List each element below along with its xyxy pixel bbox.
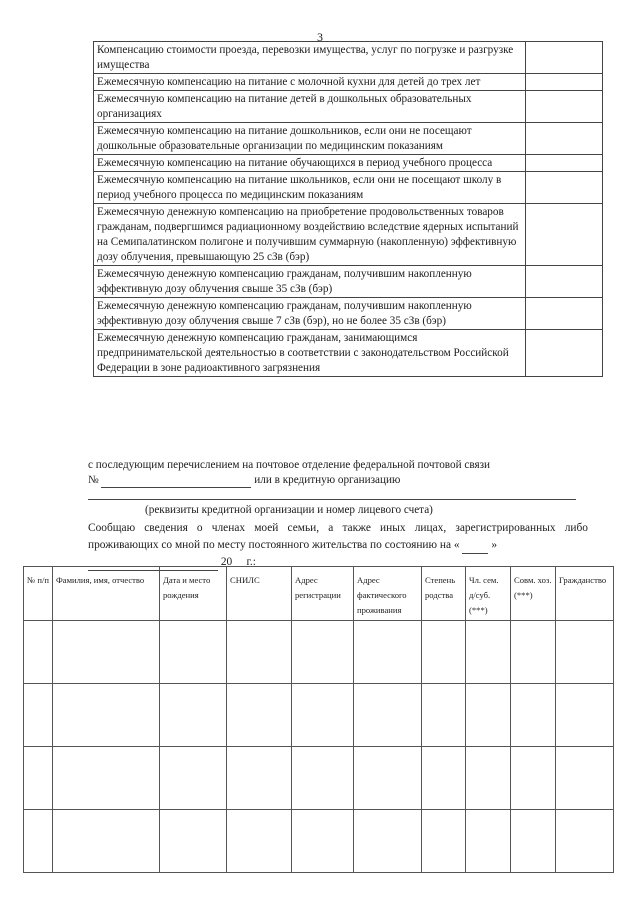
benefit-checkbox-cell[interactable]	[526, 42, 603, 74]
table-row	[24, 747, 614, 810]
benefit-row	[94, 91, 603, 123]
benefit-checkbox-cell[interactable]	[526, 330, 603, 377]
table-cell[interactable]	[511, 621, 556, 684]
col-header-relationship: Степень родства	[422, 567, 466, 621]
table-cell[interactable]	[53, 621, 160, 684]
table-cell[interactable]	[292, 684, 354, 747]
table-cell[interactable]	[24, 810, 53, 873]
family-intro-text: Сообщаю сведения о членах моей семьи, а также иных лицах, зарегистрированных либо проживающих со мной по месту постоянного жительства по состоянию на	[88, 522, 588, 551]
table-cell[interactable]	[354, 810, 422, 873]
table-cell[interactable]	[292, 621, 354, 684]
table-cell[interactable]	[422, 621, 466, 684]
col-header-joint-household: Совм. хоз. (***)	[511, 567, 556, 621]
table-cell[interactable]	[556, 621, 614, 684]
day-field[interactable]	[462, 541, 488, 554]
table-cell[interactable]	[556, 747, 614, 810]
benefit-row	[94, 172, 603, 204]
table-cell[interactable]	[227, 621, 292, 684]
table-cell[interactable]	[160, 747, 227, 810]
benefit-text: Ежемесячную денежную компенсацию гражданам, занимающимся предпринимательской деятельностью в соответствии с законодательством Российской Федерации в зоне радиоактивного загрязнения	[94, 330, 526, 377]
postal-line-1: с последующим перечислением на почтовое отделение федеральной почтовой связи	[88, 459, 491, 471]
table-cell[interactable]	[160, 684, 227, 747]
benefit-checkbox-cell[interactable]	[526, 91, 603, 123]
benefit-text: Ежемесячную денежную компенсацию гражданам, получившим накопленную эффективную дозу облучения свыше 35 сЗв (бэр)	[94, 266, 526, 298]
table-row	[24, 621, 614, 684]
table-cell[interactable]	[422, 747, 466, 810]
table-cell[interactable]	[354, 747, 422, 810]
date-quote-close: »	[491, 539, 498, 551]
postal-line-2	[88, 473, 608, 488]
table-cell[interactable]	[160, 810, 227, 873]
benefit-row	[94, 74, 603, 91]
benefit-row	[94, 330, 603, 377]
benefit-text: Ежемесячную компенсацию на питание дошкольников, если они не посещают дошкольные образовательные организации по медицинским показаниям	[94, 123, 526, 155]
table-cell[interactable]	[466, 747, 511, 810]
table-cell[interactable]	[53, 684, 160, 747]
table-cell[interactable]	[466, 810, 511, 873]
table-cell[interactable]	[53, 747, 160, 810]
table-cell[interactable]	[511, 810, 556, 873]
table-cell[interactable]	[556, 810, 614, 873]
table-cell[interactable]	[354, 621, 422, 684]
benefit-text: Ежемесячную компенсацию на питание школьников, если они не посещают школу в период учебного процесса по медицинским показаниям	[94, 172, 526, 204]
table-cell[interactable]	[354, 684, 422, 747]
table-cell[interactable]	[511, 747, 556, 810]
credit-org-label: или в кредитную организацию	[254, 474, 401, 486]
table-cell[interactable]	[24, 621, 53, 684]
table-cell[interactable]	[556, 684, 614, 747]
benefit-text: Ежемесячную компенсацию на питание детей в дошкольных образовательных организациях	[94, 91, 526, 123]
table-cell[interactable]	[24, 684, 53, 747]
table-row	[24, 810, 614, 873]
table-cell[interactable]	[24, 747, 53, 810]
table-cell[interactable]	[227, 684, 292, 747]
postal-transfer-block	[88, 458, 608, 488]
benefit-checkbox-cell[interactable]	[526, 204, 603, 266]
col-header-snils: СНИЛС	[227, 567, 292, 621]
table-cell[interactable]	[292, 810, 354, 873]
table-cell[interactable]	[511, 684, 556, 747]
benefit-row	[94, 155, 603, 172]
col-header-family-member: Чл. сем. д/суб. (***)	[466, 567, 511, 621]
year-label: 20__ г.:	[220, 556, 256, 568]
family-table-header-row	[24, 567, 614, 621]
benefit-text: Компенсацию стоимости проезда, перевозки имущества, услуг по погрузке и разгрузке имущества	[94, 42, 526, 74]
col-header-full-name: Фамилия, имя, отчество	[53, 567, 160, 621]
benefit-checkbox-cell[interactable]	[526, 74, 603, 91]
benefit-checkbox-cell[interactable]	[526, 298, 603, 330]
table-row	[24, 684, 614, 747]
col-header-number: № п/п	[24, 567, 53, 621]
benefit-text: Ежемесячную денежную компенсацию на приобретение продовольственных товаров гражданам, подвергшимся радиационному воздействию вследствие ядерных испытаний на Семипалатинском полигоне и получившим суммарную (накопленную) эффективную дозу облучения, превышающую 25 сЗв (бэр)	[94, 204, 526, 266]
benefit-row	[94, 204, 603, 266]
bank-details-field[interactable]	[88, 499, 576, 500]
post-office-number-field[interactable]	[101, 475, 251, 488]
benefit-checkbox-cell[interactable]	[526, 172, 603, 204]
table-cell[interactable]	[53, 810, 160, 873]
bank-details-caption: (реквизиты кредитной организации и номер лицевого счета)	[145, 504, 433, 516]
table-cell[interactable]	[160, 621, 227, 684]
table-cell[interactable]	[466, 684, 511, 747]
benefit-checkbox-cell[interactable]	[526, 266, 603, 298]
table-cell[interactable]	[292, 747, 354, 810]
post-office-number-label: №	[88, 474, 99, 486]
benefit-checkbox-cell[interactable]	[526, 155, 603, 172]
benefit-row	[94, 298, 603, 330]
col-header-citizenship: Гражданство	[556, 567, 614, 621]
benefit-checkbox-cell[interactable]	[526, 123, 603, 155]
table-cell[interactable]	[422, 684, 466, 747]
benefit-text: Ежемесячную компенсацию на питание обучающихся в период учебного процесса	[94, 155, 526, 172]
benefit-row	[94, 123, 603, 155]
col-header-actual-address: Адрес фактического проживания	[354, 567, 422, 621]
family-members-table	[23, 566, 614, 873]
benefit-row	[94, 42, 603, 74]
benefit-text: Ежемесячную денежную компенсацию гражданам, получившим накопленную эффективную дозу облучения свыше 7 сЗв (бэр), но не более 35 сЗв (бэр)	[94, 298, 526, 330]
family-intro-paragraph	[88, 520, 588, 571]
table-cell[interactable]	[227, 810, 292, 873]
table-cell[interactable]	[422, 810, 466, 873]
benefits-table	[93, 41, 603, 377]
date-quote-open: «	[453, 539, 460, 551]
benefit-row	[94, 266, 603, 298]
col-header-birth: Дата и место рождения	[160, 567, 227, 621]
page-number: 3	[317, 30, 323, 44]
benefit-text: Ежемесячную компенсацию на питание с молочной кухни для детей до трех лет	[94, 74, 526, 91]
col-header-registration-address: Адрес регистрации	[292, 567, 354, 621]
table-cell[interactable]	[466, 621, 511, 684]
table-cell[interactable]	[227, 747, 292, 810]
